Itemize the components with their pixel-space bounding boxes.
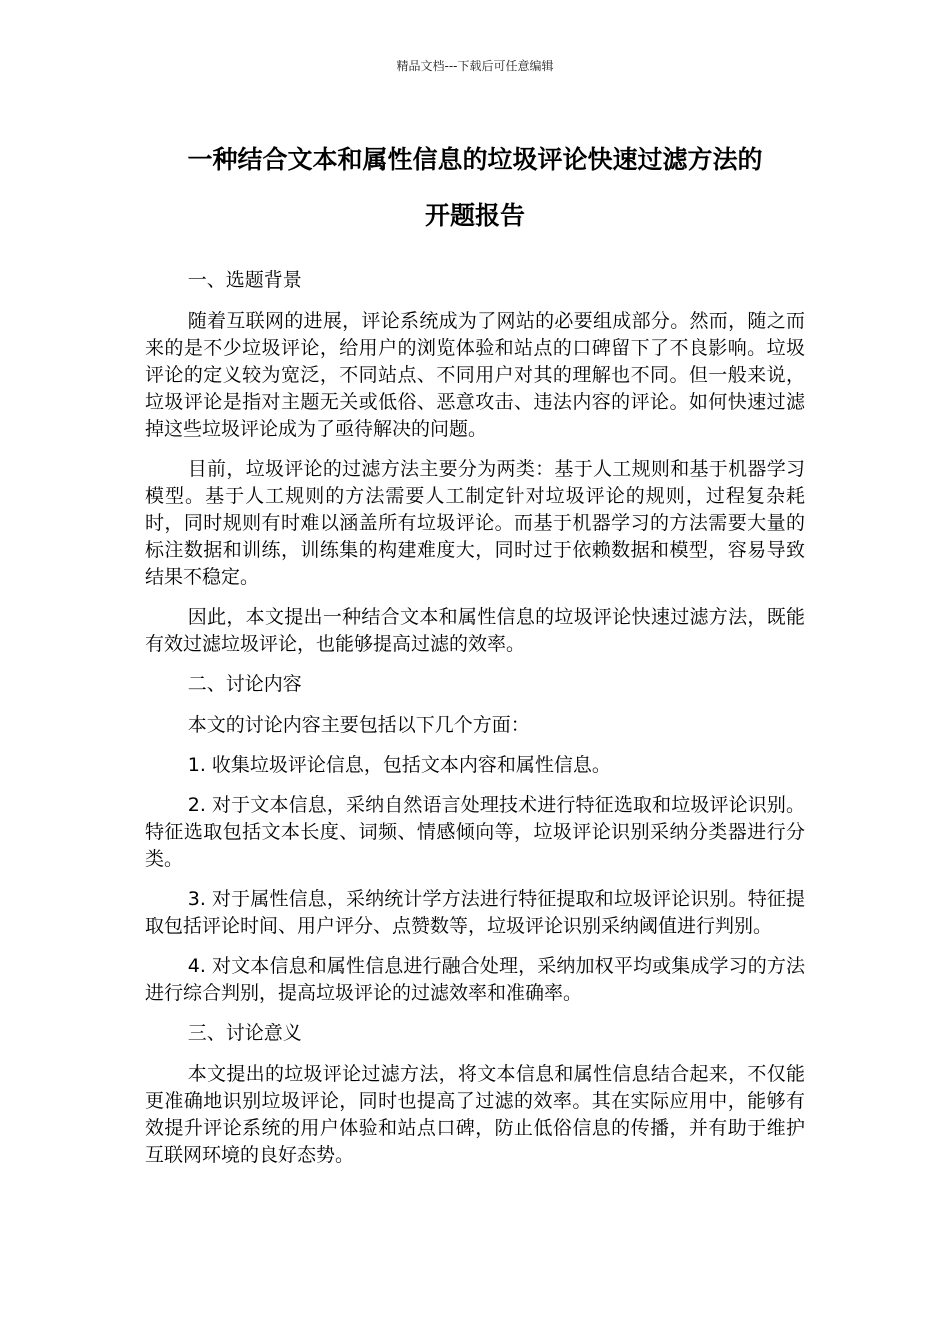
paragraph-background-3: 因此，本文提出一种结合文本和属性信息的垃圾评论快速过滤方法，既能有效过滤垃圾评论，也能够提高过滤的效率。	[145, 606, 805, 655]
list-item-4: 4. 对文本信息和属性信息进行融合处理，采纳加权平均或集成学习的方法进行综合判别，提高垃圾评论的过滤效率和准确率。	[145, 955, 805, 1004]
section-heading-background: 一、选题背景	[187, 269, 302, 291]
section-heading-significance: 三、讨论意义	[187, 1022, 302, 1044]
paragraph-background-2: 目前，垃圾评论的过滤方法主要分为两类：基于人工规则和基于机器学习模型。基于人工规则的方法需要人工制定针对垃圾评论的规则，过程复杂耗时，同时规则有时难以涵盖所有垃圾评论。而基于机器学习的方法需要大量的标注数据和训练，训练集的构建难度大，同时过于依赖数据和模型，容易导致结果不稳定。	[145, 458, 805, 588]
list-item-2: 2. 对于文本信息，采纳自然语言处理技术进行特征选取和垃圾评论识别。特征选取包括文本长度、词频、情感倾向等，垃圾评论识别采纳分类器进行分类。	[145, 794, 805, 870]
paragraph-content-intro: 本文的讨论内容主要包括以下几个方面：	[187, 714, 530, 736]
paragraph-significance-1: 本文提出的垃圾评论过滤方法，将文本信息和属性信息结合起来，不仅能更准确地识别垃圾评论，同时也提高了过滤的效率。其在实际应用中，能够有效提升评论系统的用户体验和站点口碑，防止低俗信息的传播，并有助于维护互联网环境的良好态势。	[145, 1063, 805, 1166]
paragraph-background-1: 随着互联网的进展，评论系统成为了网站的必要组成部分。然而，随之而来的是不少垃圾评论，给用户的浏览体验和站点的口碑留下了不良影响。垃圾评论的定义较为宽泛，不同站点、不同用户对其的理解也不同。但一般来说，垃圾评论是指对主题无关或低俗、恶意攻击、违法内容的评论。如何快速过滤掉这些垃圾评论成为了亟待解决的问题。	[145, 310, 805, 440]
section-heading-content: 二、讨论内容	[187, 673, 302, 695]
header-note: 精品文档---下载后可任意编辑	[396, 59, 554, 73]
title-line-2: 开题报告	[424, 201, 525, 230]
title-line-1: 一种结合文本和属性信息的垃圾评论快速过滤方法的	[187, 145, 763, 174]
document-title	[120, 132, 830, 244]
list-item-3: 3. 对于属性信息，采纳统计学方法进行特征提取和垃圾评论识别。特征提取包括评论时间、用户评分、点赞数等，垃圾评论识别采纳阈值进行判别。	[145, 888, 805, 937]
list-item-1: 1. 收集垃圾评论信息，包括文本内容和属性信息。	[187, 754, 611, 776]
document-body	[145, 267, 805, 1182]
